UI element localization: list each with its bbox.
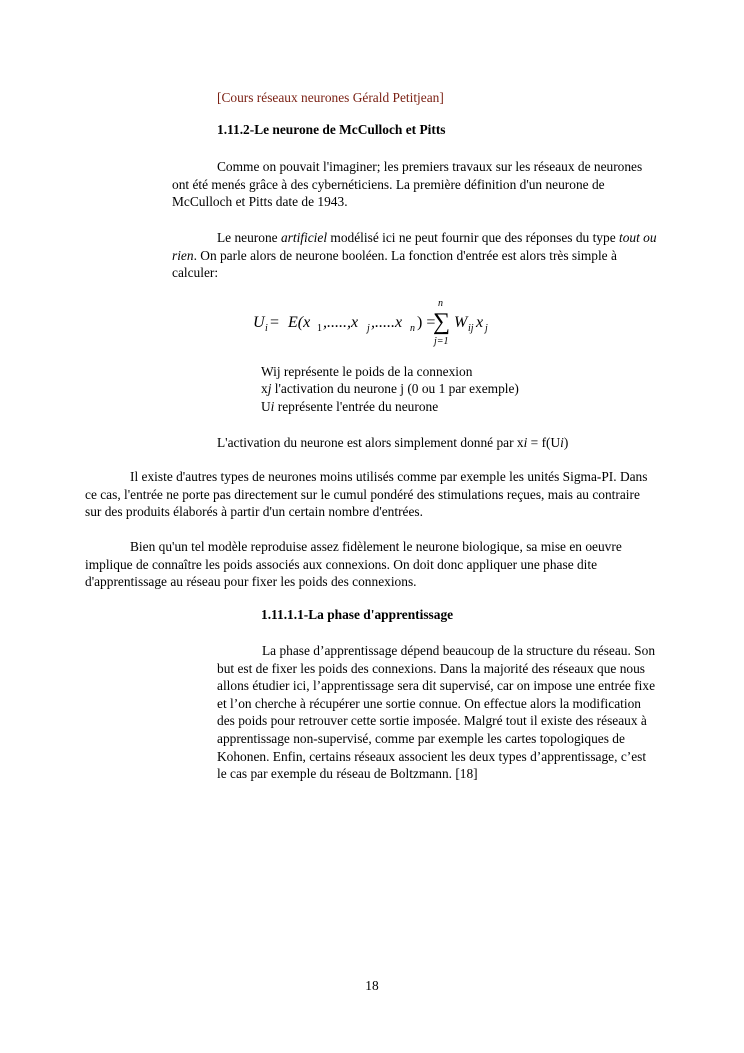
- paragraph-artificial-neuron: [172, 229, 662, 282]
- text-run: l'activation du neurone j (0 ou 1 par exemple): [271, 381, 519, 396]
- page-number: 18: [365, 978, 379, 993]
- definition-xj: [261, 380, 519, 398]
- text-run: représente l'entrée du neurone: [274, 399, 439, 414]
- formula-eq1: =: [270, 314, 280, 331]
- input-function-formula: [250, 292, 510, 348]
- text-run: modélisé ici ne peut fournir que des réponses du type: [327, 230, 619, 245]
- paragraph-learning-intro: Bien qu'un tel modèle reproduise assez fidèlement le neurone biologique, sa mise en oeuvre implique de connaître les poids associés aux connexions. On doit donc appliquer une phase dite d'apprentissage au réseau pour fixer les poids des connexions.: [85, 539, 622, 590]
- text-run: = f(U: [527, 435, 561, 450]
- formula-close: ) =: [417, 314, 436, 331]
- section-title: 1.11.2-Le neurone de McCulloch et Pitts: [217, 122, 446, 137]
- emphasis-tout-ou-rien: tout ou rien: [172, 230, 657, 263]
- formula-dots1: ,.....,x: [323, 314, 359, 331]
- text-run: . On parle alors de neurone booléen. La fonction d'entrée est alors très simple à calculer:: [172, 247, 617, 281]
- formula-lhs-sub: i: [265, 323, 268, 334]
- sum-lower-bound: j=1: [434, 336, 449, 347]
- course-reference: [Cours réseaux neurones Gérald Petitjean]: [217, 90, 444, 105]
- paragraph-learning-phase: La phase d’apprentissage dépend beaucoup de la structure du réseau. Son but est de fixer les poids des connexions. Dans la majorité des réseaux que nous allons étudier ici, l’apprentissage sera dit supervisé, car on impose une entrée fixe et l’on cherche à récupérer une sortie connue. On effectue alors la modification des poids pour retrouver cette sortie imposée. Malgré tout il existe des réseaux à apprentissage non-supervisé, comme par exemple les cartes topologiques de Kohonen. Enfin, certains réseaux associent les deux types d’apprentissage, c’est le cas par exemple du réseau de Boltzmann. [18]: [217, 643, 656, 782]
- formula-func: E(x: [288, 314, 311, 331]
- formula-sub-1: 1: [317, 323, 322, 334]
- formula-x: x: [476, 314, 484, 331]
- definition-wij: Wij représente le poids de la connexion: [261, 364, 473, 379]
- formula-w: W: [454, 314, 468, 331]
- var-i: i: [270, 399, 275, 414]
- formula-x-sub: j: [485, 323, 488, 334]
- text-run: L'activation du neurone est alors simplement donné par x: [217, 435, 524, 450]
- paragraph-intro: Comme on pouvait l'imaginer; les premiers travaux sur les réseaux de neurones ont été menés grâce à des cybernéticiens. La première définition d'un neurone de McCulloch et Pitts date de 1943.: [172, 159, 643, 210]
- sum-upper-bound: n: [438, 298, 443, 309]
- sum-symbol: ∑: [433, 309, 451, 335]
- paragraph-sigma-pi: Il existe d'autres types de neurones moins utilisés comme par exemple les unités Sigma-PI. Dans ce cas, l'entrée ne porte pas directement sur le cumul pondéré des stimulations reçues, mais au contraire sur des produits élaborés à partir d'un certain nombre d'entrées.: [85, 469, 648, 520]
- var-i: i: [523, 435, 528, 450]
- var-i: i: [560, 435, 564, 450]
- text-run: U: [261, 399, 271, 414]
- formula-w-sub: ij: [468, 323, 474, 334]
- emphasis-artificiel: artificiel: [280, 230, 328, 245]
- formula-lhs: U: [253, 314, 265, 331]
- formula-sub-j: j: [367, 323, 370, 334]
- formula-sub-n: n: [410, 323, 415, 334]
- subsection-title: 1.11.1.1-La phase d'apprentissage: [261, 607, 454, 622]
- text-run: x: [261, 381, 268, 396]
- activation-sentence: [217, 434, 568, 452]
- definition-ui: [261, 398, 438, 416]
- var-j: j: [267, 381, 272, 396]
- text-run: ): [563, 435, 569, 450]
- text-run: Le neurone: [217, 230, 281, 245]
- formula-dots2: ,.....x: [371, 314, 403, 331]
